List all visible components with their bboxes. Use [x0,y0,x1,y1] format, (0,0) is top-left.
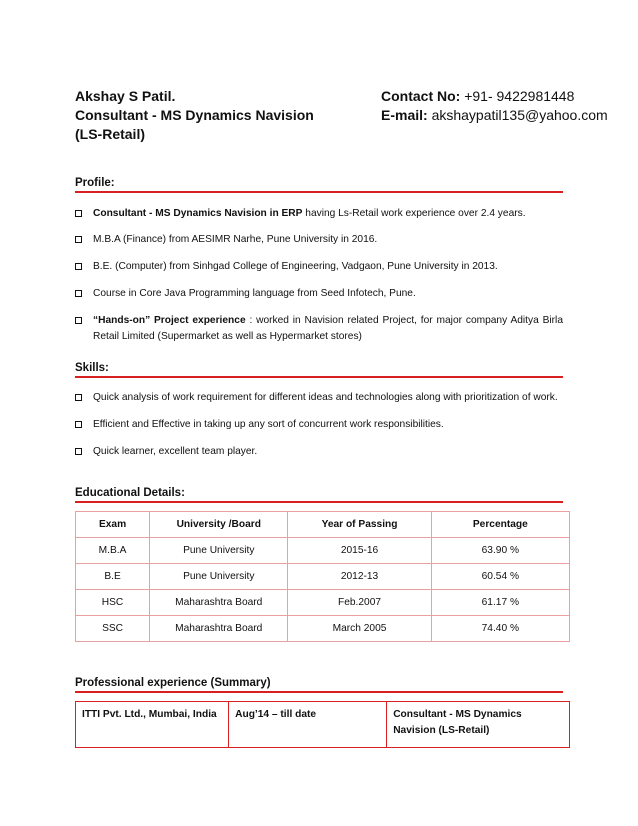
email-line [381,106,631,125]
experience-heading-text: Professional experience (Summary) [75,677,271,689]
table-row [76,616,570,642]
column-header-university: University /Board [150,512,288,538]
checkbox-bullet-icon [75,317,82,324]
checkbox-bullet-icon [75,210,82,217]
candidate-title-suffix: (LS-Retail) [75,126,145,142]
skills-list [75,390,563,460]
experience-rule [75,691,563,693]
table-cell: Feb.2007 [288,590,431,616]
education-heading-text: Educational Details: [75,487,185,499]
table-cell: B.E [76,564,150,590]
candidate-title: Consultant - MS Dynamics Navision [75,107,314,123]
table-cell: Maharashtra Board [150,590,288,616]
email-address: akshaypatil135@yahoo.com [427,107,608,123]
skills-rule [75,376,563,378]
table-cell: Pune University [150,564,288,590]
checkbox-bullet-icon [75,448,82,455]
list-item: Quick analysis of work requirement for different ideas and technologies along with prioritization of work. [75,390,563,406]
header-left [75,87,365,144]
education-heading [75,487,563,499]
contact-number: +91- 9422981448 [460,88,575,104]
list-item: “Hands-on” Project experience : worked in Navision related Project, for major company Aditya Birla Retail Limited (Supermarket as well as Hypermarket stores) [75,313,563,345]
experience-heading [75,677,563,689]
education-rule [75,501,563,503]
experience-table [75,701,570,748]
table-cell: 74.40 % [431,616,569,642]
table-row [76,538,570,564]
contact-label: Contact No: [381,88,461,104]
education-table [75,511,570,642]
profile-rule [75,191,563,193]
checkbox-bullet-icon [75,421,82,428]
profile-heading-text: Profile: [75,177,115,189]
table-cell: March 2005 [288,616,431,642]
contact-line [381,87,631,106]
checkbox-bullet-icon [75,236,82,243]
email-label: E-mail: [381,107,428,123]
skills-heading-text: Skills: [75,362,109,374]
list-item: B.E. (Computer) from Sinhgad College of Engineering, Vadgaon, Pune University in 2013. [75,259,563,275]
list-item: Efficient and Effective in taking up any sort of concurrent work responsibilities. [75,417,563,433]
table-cell: SSC [76,616,150,642]
header-right [381,87,631,125]
table-cell: 2012-13 [288,564,431,590]
table-header-row [76,512,570,538]
column-header-percentage: Percentage [431,512,569,538]
table-row [76,702,570,748]
skills-heading [75,362,563,374]
table-cell: Pune University [150,538,288,564]
table-row [76,564,570,590]
checkbox-bullet-icon [75,290,82,297]
profile-heading [75,177,563,189]
table-cell: Maharashtra Board [150,616,288,642]
profile-list [75,206,563,345]
table-cell: 60.54 % [431,564,569,590]
checkbox-bullet-icon [75,394,82,401]
column-header-exam: Exam [76,512,150,538]
checkbox-bullet-icon [75,263,82,270]
candidate-name: Akshay S Patil. [75,88,176,104]
column-header-year: Year of Passing [288,512,431,538]
experience-period: Aug’14 – till date [229,702,387,748]
list-item: M.B.A (Finance) from AESIMR Narhe, Pune University in 2016. [75,232,563,248]
list-item: Consultant - MS Dynamics Navision in ERP having Ls-Retail work experience over 2.4 years. [75,206,563,222]
list-item: Quick learner, excellent team player. [75,444,563,460]
table-row [76,590,570,616]
table-cell: M.B.A [76,538,150,564]
table-cell: HSC [76,590,150,616]
table-cell: 2015-16 [288,538,431,564]
experience-company: ITTI Pvt. Ltd., Mumbai, India [76,702,229,748]
table-cell: 61.17 % [431,590,569,616]
table-cell: 63.90 % [431,538,569,564]
list-item: Course in Core Java Programming language from Seed Infotech, Pune. [75,286,563,302]
experience-role: Consultant - MS Dynamics Navision (LS-Retail) [387,702,570,748]
